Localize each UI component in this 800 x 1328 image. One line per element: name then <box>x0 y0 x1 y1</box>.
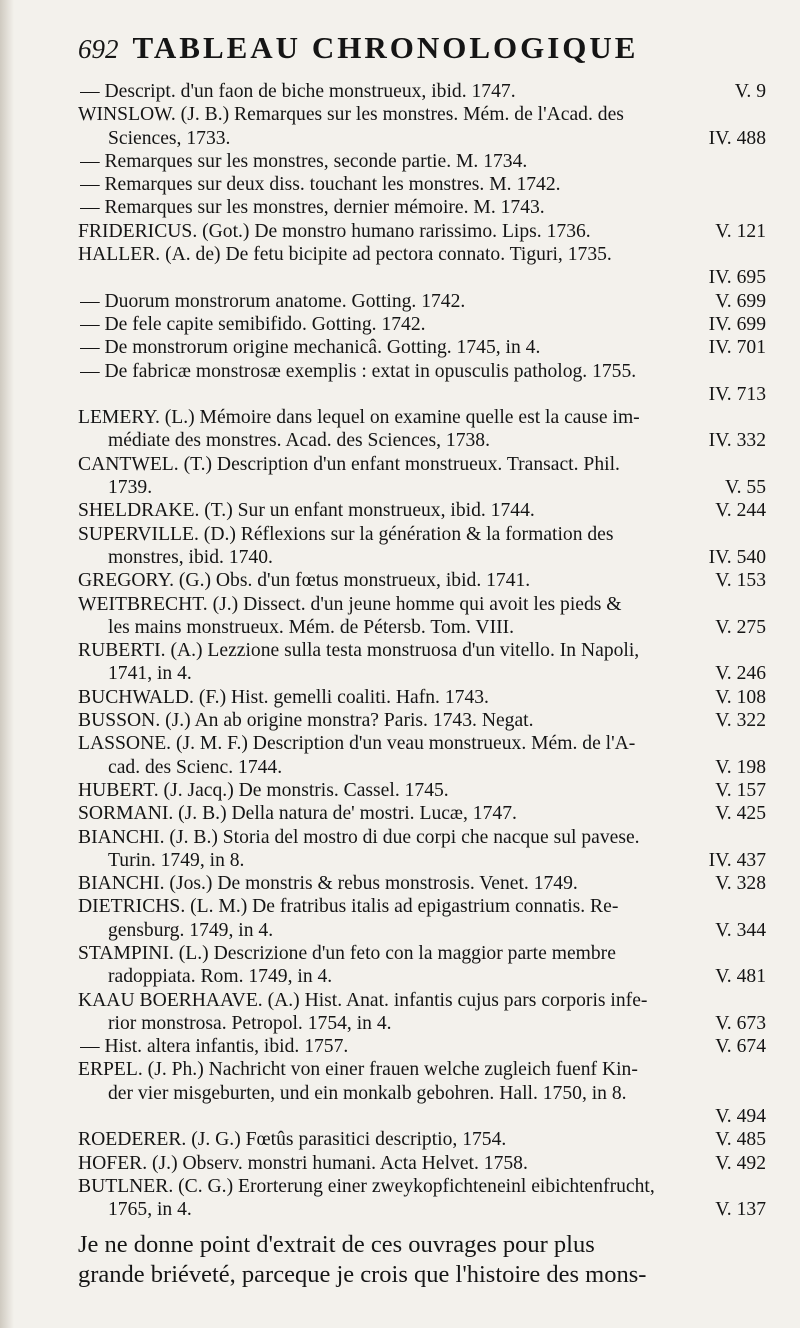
entry-line <box>78 476 766 499</box>
entry-line <box>78 127 766 150</box>
entry-line <box>78 336 766 359</box>
entry-line <box>78 942 766 965</box>
entry-text: ROEDERER. (J. G.) Fœtûs parasitici descriptio, 1754. <box>78 1129 507 1151</box>
entry-line <box>78 1035 766 1058</box>
bibliography-entry <box>78 779 766 802</box>
entry-line <box>78 849 766 872</box>
volume-page-ref: IV. 488 <box>708 127 766 149</box>
volume-page-ref: V. 425 <box>715 803 766 825</box>
volume-page-ref: V. 246 <box>715 663 766 685</box>
entry-line <box>78 779 766 802</box>
entry-text: 1741, in 4. <box>108 663 192 685</box>
volume-page-ref: IV. 540 <box>708 546 766 568</box>
volume-page-ref: V. 492 <box>715 1152 766 1174</box>
entry-line <box>78 709 766 732</box>
closing-paragraph <box>78 1230 766 1290</box>
entry-text: GREGORY. (G.) Obs. d'un fœtus monstrueux, ibid. 1741. <box>78 570 531 592</box>
entry-text: BIANCHI. (Jos.) De monstris & rebus monstrosis. Venet. 1749. <box>78 873 578 895</box>
bibliography-entry <box>78 732 766 779</box>
entry-text: — Hist. altera infantis, ibid. 1757. <box>80 1036 349 1058</box>
entry-text: LASSONE. (J. M. F.) Description d'un veau monstrueux. Mém. de l'A- <box>78 733 636 755</box>
volume-page-ref: V. 674 <box>715 1036 766 1058</box>
bibliography-entry <box>78 523 766 570</box>
bibliography-entry <box>78 826 766 873</box>
entry-text: SUPERVILLE. (D.) Réflexions sur la génération & la formation des <box>78 523 614 545</box>
bibliography-entry <box>78 639 766 686</box>
volume-page-ref: V. 344 <box>715 919 766 941</box>
entry-line <box>78 639 766 662</box>
bibliography-entry <box>78 173 766 196</box>
volume-page-ref: V. 485 <box>715 1129 766 1151</box>
entry-line <box>78 196 766 219</box>
volume-page-ref: V. 322 <box>715 710 766 732</box>
entry-line <box>78 965 766 988</box>
entry-text: 1765, in 4. <box>108 1199 192 1221</box>
closing-line-1: Je ne donne point d'extrait de ces ouvrages pour plus <box>78 1230 595 1258</box>
entry-line <box>78 1105 766 1128</box>
entry-text: LEMERY. (L.) Mémoire dans lequel on examine quelle est la cause im- <box>78 407 640 429</box>
entry-text: WEITBRECHT. (J.) Dissect. d'un jeune homme qui avoit les pieds & <box>78 593 622 615</box>
entry-text: HALLER. (A. de) De fetu bicipite ad pectora connato. Tiguri, 1735. <box>78 244 612 266</box>
volume-page-ref: V. 494 <box>715 1106 766 1128</box>
entry-text: FRIDERICUS. (Got.) De monstro humano rarissimo. Lips. 1736. <box>78 220 591 242</box>
bibliography-entry <box>78 1152 766 1175</box>
entry-text: gensburg. 1749, in 4. <box>108 919 274 941</box>
bibliography-entry <box>78 1035 766 1058</box>
volume-page-ref: V. 157 <box>715 779 766 801</box>
bibliography-entry <box>78 360 766 407</box>
entry-line <box>78 1128 766 1151</box>
volume-page-ref: V. 275 <box>715 616 766 638</box>
entry-text: HOFER. (J.) Observ. monstri humani. Acta Helvet. 1758. <box>78 1152 528 1174</box>
entry-line <box>78 1175 766 1198</box>
volume-page-ref: V. 481 <box>715 966 766 988</box>
entry-text: — De fele capite semibifido. Gotting. 1742. <box>80 313 426 335</box>
entry-text: STAMPINI. (L.) Descrizione d'un feto con la maggior parte membre <box>78 942 616 964</box>
entry-line <box>78 406 766 429</box>
entry-text: rior monstrosa. Petropol. 1754, in 4. <box>108 1012 392 1034</box>
entry-line <box>78 826 766 849</box>
entry-text: RUBERTI. (A.) Lezzione sulla testa monstruosa d'un vitello. In Napoli, <box>78 640 640 662</box>
entry-line <box>78 569 766 592</box>
volume-page-ref: IV. 695 <box>708 267 766 289</box>
entry-text: der vier misgeburten, und ein monkalb gebohren. Hall. 1750, in 8. <box>108 1082 627 1104</box>
entry-text: médiate des monstres. Acad. des Sciences, 1738. <box>108 430 490 452</box>
page-number: 692 <box>78 34 119 64</box>
entry-text: — Remarques sur les monstres, dernier mémoire. M. 1743. <box>80 197 545 219</box>
closing-line-2: grande briéveté, parceque je crois que l'histoire des mons- <box>78 1260 647 1288</box>
bibliography-entry <box>78 290 766 313</box>
entry-line <box>78 895 766 918</box>
entry-text: DIETRICHS. (L. M.) De fratribus italis ad epigastrium connatis. Re- <box>78 896 619 918</box>
entry-text: les mains monstrueux. Mém. de Pétersb. Tom. VIII. <box>108 616 515 638</box>
entry-text: — De monstrorum origine mechanicâ. Gotting. 1745, in 4. <box>80 337 541 359</box>
entry-line <box>78 616 766 639</box>
entry-line <box>78 360 766 383</box>
entry-text: monstres, ibid. 1740. <box>108 546 273 568</box>
volume-page-ref: V. 137 <box>715 1199 766 1221</box>
volume-page-ref: V. 108 <box>715 686 766 708</box>
entry-line <box>78 173 766 196</box>
entry-line <box>78 872 766 895</box>
entry-line <box>78 429 766 452</box>
entry-line <box>78 1082 766 1105</box>
bibliography-entry <box>78 1128 766 1151</box>
entry-line <box>78 802 766 825</box>
entry-line <box>78 593 766 616</box>
volume-page-ref: V. 121 <box>715 220 766 242</box>
bibliography-entry <box>78 453 766 500</box>
bibliography-entry <box>78 942 766 989</box>
bibliography-entry <box>78 406 766 453</box>
entry-line <box>78 243 766 266</box>
entry-line <box>78 80 766 103</box>
entry-text: BIANCHI. (J. B.) Storia del mostro di due corpi che nacque sul pavese. <box>78 826 640 848</box>
bibliography-entry <box>78 686 766 709</box>
entry-text: BUTLNER. (C. G.) Erorterung einer zweykopfichteneinl eibichtenfrucht, <box>78 1175 655 1197</box>
entry-line <box>78 732 766 755</box>
volume-page-ref: IV. 713 <box>708 383 766 405</box>
entry-line <box>78 989 766 1012</box>
entry-text: BUSSON. (J.) An ab origine monstra? Paris. 1743. Negat. <box>78 710 534 732</box>
entry-text: Turin. 1749, in 8. <box>108 849 245 871</box>
entry-line <box>78 546 766 569</box>
entry-line <box>78 453 766 476</box>
bibliography-entry <box>78 336 766 359</box>
volume-page-ref: V. 198 <box>715 756 766 778</box>
volume-page-ref: V. 244 <box>715 500 766 522</box>
entry-line <box>78 1152 766 1175</box>
entry-text: cad. des Scienc. 1744. <box>108 756 283 778</box>
entry-text: ERPEL. (J. Ph.) Nachricht von einer frauen welche zugleich fuenf Kin- <box>78 1059 638 1081</box>
entry-text: — Remarques sur deux diss. touchant les monstres. M. 1742. <box>80 174 561 196</box>
bibliography-entry <box>78 196 766 219</box>
volume-page-ref: V. 55 <box>724 477 766 499</box>
bibliography-entry <box>78 989 766 1036</box>
entry-text: radoppiata. Rom. 1749, in 4. <box>108 966 333 988</box>
bibliography-entry <box>78 872 766 895</box>
volume-page-ref: IV. 699 <box>708 313 766 335</box>
entry-line <box>78 499 766 522</box>
volume-page-ref: V. 153 <box>715 570 766 592</box>
entry-text: Sciences, 1733. <box>108 127 231 149</box>
entry-text: — Descript. d'un faon de biche monstrueux, ibid. 1747. <box>80 81 516 102</box>
bibliography-entry <box>78 150 766 173</box>
entry-text: — Remarques sur les monstres, seconde partie. M. 1734. <box>80 150 528 172</box>
entry-text: — De fabricæ monstrosæ exemplis : extat in opusculis patholog. 1755. <box>80 360 637 382</box>
entry-text: CANTWEL. (T.) Description d'un enfant monstrueux. Transact. Phil. <box>78 453 620 475</box>
entry-text: SHELDRAKE. (T.) Sur un enfant monstrueux, ibid. 1744. <box>78 500 535 522</box>
bibliography-entry <box>78 243 766 290</box>
entry-text: — Duorum monstrorum anatome. Gotting. 1742. <box>80 290 466 312</box>
bibliography-entry <box>78 1058 766 1128</box>
entry-line <box>78 266 766 289</box>
volume-page-ref: V. 328 <box>715 873 766 895</box>
bibliography-entry <box>78 313 766 336</box>
bibliography-entry <box>78 103 766 150</box>
volume-page-ref: IV. 437 <box>708 849 766 871</box>
entry-text: 1739. <box>108 477 153 499</box>
entry-text: KAAU BOERHAAVE. (A.) Hist. Anat. infantis cujus pars corporis infe- <box>78 989 648 1011</box>
bibliography-entry <box>78 80 766 103</box>
entry-line <box>78 313 766 336</box>
volume-page-ref: V. 673 <box>715 1012 766 1034</box>
bibliography-entry <box>78 499 766 522</box>
volume-page-ref: V. 9 <box>734 81 766 102</box>
entry-line <box>78 150 766 173</box>
entry-line <box>78 523 766 546</box>
entry-line <box>78 756 766 779</box>
bibliography-entry <box>78 593 766 640</box>
entry-line <box>78 1058 766 1081</box>
bibliography-entry <box>78 709 766 732</box>
entry-line <box>78 290 766 313</box>
entry-text: HUBERT. (J. Jacq.) De monstris. Cassel. 1745. <box>78 779 449 801</box>
page-header <box>78 30 766 76</box>
entry-line <box>78 686 766 709</box>
entry-line <box>78 1198 766 1221</box>
entry-line <box>78 662 766 685</box>
volume-page-ref: IV. 701 <box>708 337 766 359</box>
entry-text: SORMANI. (J. B.) Della natura de' mostri. Lucæ, 1747. <box>78 803 517 825</box>
bibliography-entry <box>78 569 766 592</box>
volume-page-ref: IV. 332 <box>708 430 766 452</box>
entry-text: BUCHWALD. (F.) Hist. gemelli coaliti. Hafn. 1743. <box>78 686 489 708</box>
bibliography-list <box>78 80 766 1222</box>
entry-text: WINSLOW. (J. B.) Remarques sur les monstres. Mém. de l'Acad. des <box>78 104 624 126</box>
volume-page-ref: V. 699 <box>715 290 766 312</box>
bibliography-entry <box>78 895 766 942</box>
entry-line <box>78 1012 766 1035</box>
running-head: TABLEAU CHRONOLOGIQUE <box>132 30 639 65</box>
entry-line <box>78 919 766 942</box>
bibliography-entry <box>78 1175 766 1222</box>
bibliography-entry <box>78 802 766 825</box>
entry-line <box>78 220 766 243</box>
bibliography-entry <box>78 220 766 243</box>
entry-line <box>78 383 766 406</box>
entry-line <box>78 103 766 126</box>
